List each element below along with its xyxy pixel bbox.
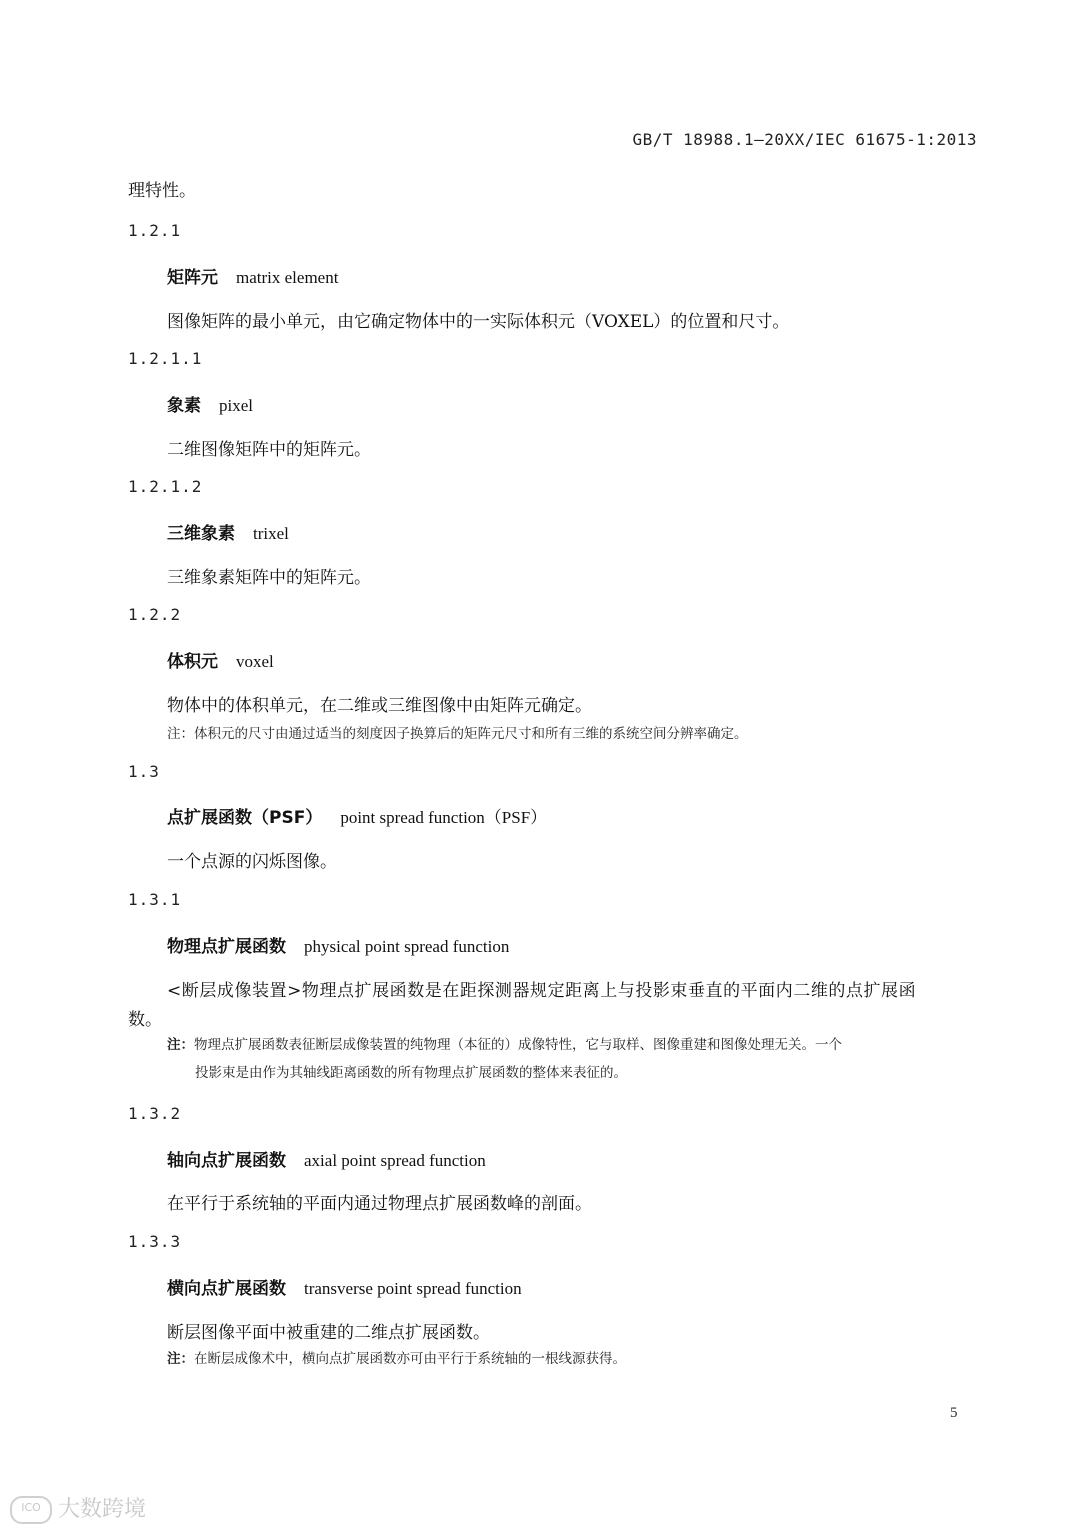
note-label: 注： (167, 1351, 194, 1367)
term-zh: 三维象素 (167, 524, 235, 544)
term-zh: 象素 (167, 396, 201, 416)
page-number: 5 (950, 1405, 958, 1421)
term-definition: 一个点源的闪烁图像。 (167, 852, 337, 872)
term-definition: 物体中的体积单元，在二维或三维图像中由矩阵元确定。 (167, 696, 592, 716)
term-heading (167, 263, 338, 288)
watermark (10, 1492, 146, 1524)
term-heading (167, 647, 274, 672)
term-en: transverse point spread function (304, 1279, 522, 1298)
term-en: voxel (236, 652, 274, 671)
continuation-text: 理特性。 (128, 181, 196, 201)
term-definition: 二维图像矩阵中的矩阵元。 (167, 440, 371, 460)
clause-number: 1.2.1.1 (128, 349, 203, 368)
clause-number: 1.3 (128, 762, 160, 781)
watermark-logo-icon: ICO (10, 1496, 52, 1524)
clause-number: 1.3.2 (128, 1104, 182, 1123)
term-en: pixel (219, 396, 253, 415)
term-zh: 矩阵元 (167, 268, 218, 288)
term-en: matrix element (236, 268, 339, 287)
term-zh: 横向点扩展函数 (167, 1279, 286, 1299)
term-definition: 在平行于系统轴的平面内通过物理点扩展函数峰的剖面。 (167, 1194, 592, 1214)
clause-number: 1.2.1.2 (128, 477, 203, 496)
term-definition-line: 数。 (128, 1010, 162, 1030)
term-definition: 断层图像平面中被重建的二维点扩展函数。 (167, 1323, 490, 1343)
term-heading (167, 1146, 486, 1171)
term-note-line: 投影束是由作为其轴线距离函数的所有物理点扩展函数的整体来表征的。 (195, 1065, 627, 1081)
term-heading (167, 1274, 522, 1299)
term-heading (167, 932, 509, 957)
term-definition-line: <断层成像装置>物理点扩展函数是在距探测器规定距离上与投影束垂直的平面内二维的点扩展函 (167, 981, 917, 1001)
standard-code-header: GB/T 18988.1—20XX/IEC 61675-1:2013 (632, 130, 977, 149)
term-zh: 体积元 (167, 652, 218, 672)
term-zh: 物理点扩展函数 (167, 937, 286, 957)
term-en: point spread function（PSF） (340, 808, 548, 827)
term-heading (167, 519, 289, 544)
term-note (167, 1033, 842, 1053)
term-en: trixel (253, 524, 289, 543)
watermark-text: 大数跨境 (58, 1497, 147, 1522)
term-note (167, 1347, 626, 1367)
note-text: 物理点扩展函数表征断层成像装置的纯物理（本征的）成像特性，它与取样、图像重建和图像处理无关。一个 (194, 1037, 842, 1053)
term-heading (167, 391, 253, 416)
note-label: 注： (167, 1037, 194, 1053)
term-en: axial point spread function (304, 1151, 486, 1170)
term-definition: 图像矩阵的最小单元，由它确定物体中的一实际体积元（VOXEL）的位置和尺寸。 (167, 312, 790, 332)
term-en: physical point spread function (304, 937, 510, 956)
note-text: 在断层成像术中，横向点扩展函数亦可由平行于系统轴的一根线源获得。 (194, 1351, 626, 1367)
clause-number: 1.2.2 (128, 605, 182, 624)
term-zh: 轴向点扩展函数 (167, 1151, 286, 1171)
term-definition: 三维象素矩阵中的矩阵元。 (167, 568, 371, 588)
term-heading (167, 803, 547, 828)
clause-number: 1.3.1 (128, 890, 182, 909)
clause-number: 1.3.3 (128, 1232, 182, 1251)
term-zh: 点扩展函数（PSF） (167, 808, 323, 828)
clause-number: 1.2.1 (128, 221, 182, 240)
term-note: 注：体积元的尺寸由通过适当的刻度因子换算后的矩阵元尺寸和所有三维的系统空间分辨率确定。 (167, 726, 748, 742)
